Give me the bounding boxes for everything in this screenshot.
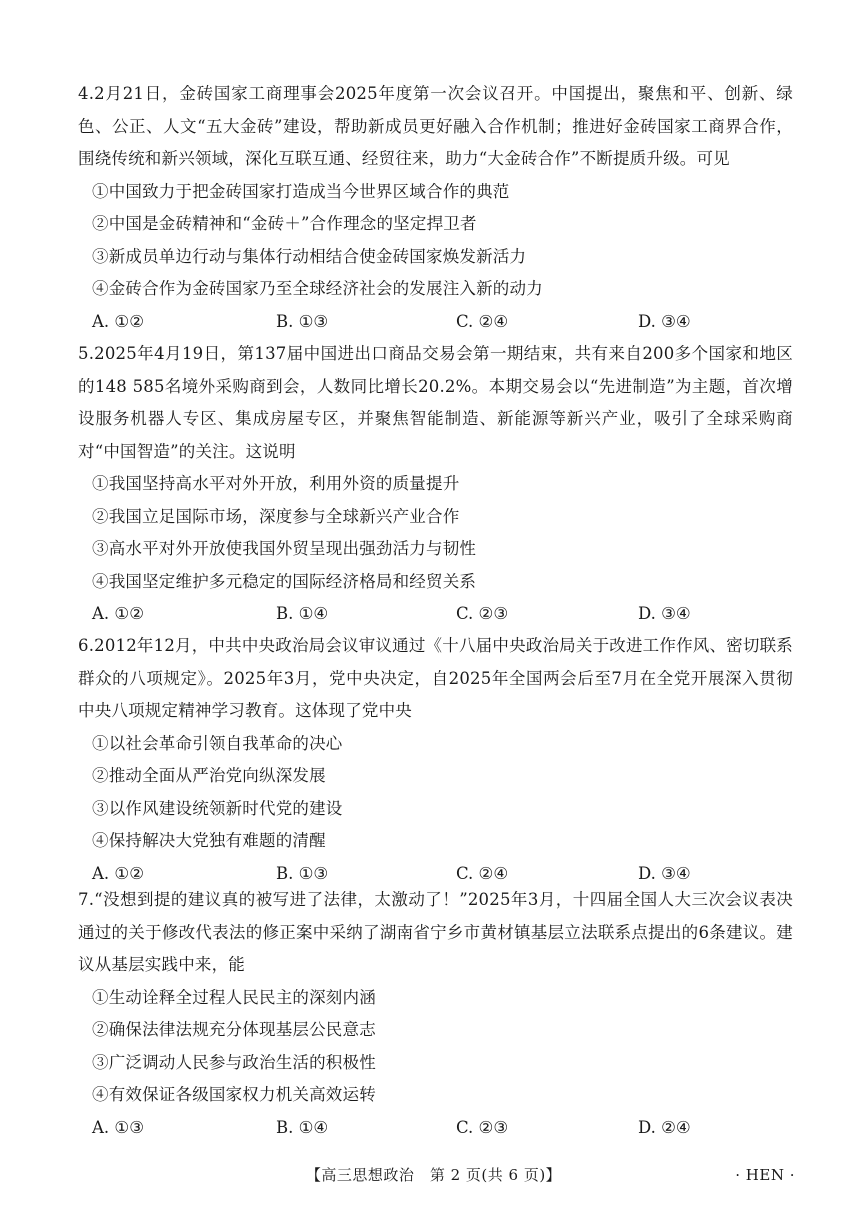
choice-c: C. ②③ (456, 604, 509, 623)
statement-2: ②中国是金砖精神和“金砖＋”合作理念的坚定捍卫者 (92, 214, 477, 233)
statement-4: ④有效保证各级国家权力机关高效运转 (92, 1085, 376, 1104)
choice-d: D. ③④ (638, 311, 691, 331)
exam-code: · HEN · (735, 1166, 795, 1184)
question-stem: 5.2025年4月19日，第137届中国进出口商品交易会第一期结束，共有来自200多个国家和地区的148 585名境外采购商到会，人数同比增长20.2%。本期交易会以“先进制造”为主题，首次增设服务机器人专区、集成房屋专区，并聚焦智能制造、新能源等新兴产业，吸引了全球采购商对“中国智造”的关注。这说明 (78, 344, 793, 461)
page-footer (0, 1160, 867, 1190)
question-7 (78, 884, 793, 1144)
statement-3: ③新成员单边行动与集体行动相结合使金砖国家焕发新活力 (92, 246, 527, 266)
statement-4: ④我国坚定维护多元稳定的国际经济格局和经贸关系 (92, 571, 477, 591)
statement-1: ①中国致力于把金砖国家打造成当今世界区域合作的典范 (92, 181, 510, 201)
choice-c: C. ②④ (456, 311, 509, 331)
choice-c: C. ②④ (456, 863, 509, 883)
choice-d: D. ③④ (638, 863, 691, 883)
question-stem: 4.2月21日，金砖国家工商理事会2025年度第一次会议召开。中国提出，聚焦和平、创新、绿色、公正、人文“五大金砖”建设，帮助新成员更好融入合作机制；推进好金砖国家工商界合作，围绕传统和新兴领域，深化互联互通、经贸往来，助力“大金砖合作”不断提质升级。可见 (78, 84, 793, 168)
choice-d: D. ②④ (638, 1117, 691, 1137)
choice-b: B. ①③ (276, 311, 329, 331)
statement-1: ①以社会革命引领自我革命的决心 (92, 733, 343, 753)
page-number-label: 【高三思想政治 第 2 页(共 6 页)】 (305, 1166, 562, 1184)
answer-choices (78, 306, 793, 339)
statement-2: ②确保法律法规充分体现基层公民意志 (92, 1020, 376, 1039)
choice-a: A. ①③ (92, 1117, 144, 1137)
statement-4: ④保持解决大党独有难题的清醒 (92, 831, 326, 850)
statement-2: ②我国立足国际市场，深度参与全球新兴产业合作 (92, 506, 460, 526)
statement-2: ②推动全面从严治党向纵深发展 (92, 766, 326, 785)
choice-b: B. ①④ (276, 1117, 329, 1137)
answer-choices (78, 1112, 793, 1145)
choice-a: A. ①② (92, 311, 144, 331)
statement-1: ①生动诠释全过程人民民主的深刻内涵 (92, 987, 376, 1007)
question-6 (78, 630, 793, 890)
choice-b: B. ①③ (276, 863, 329, 883)
question-stem: 6.2012年12月，中共中央政治局会议审议通过《十八届中央政治局关于改进工作作风、密切联系群众的八项规定》。2025年3月，党中央决定，自2025年全国两会后至7月在全党开展深入贯彻中央八项规定精神学习教育。这体现了党中央 (78, 636, 793, 720)
choice-a: A. ①② (92, 604, 144, 623)
question-5 (78, 338, 793, 631)
choice-c: C. ②③ (456, 1117, 509, 1137)
statement-3: ③广泛调动人民参与政治生活的积极性 (92, 1052, 376, 1072)
statement-3: ③高水平对外开放使我国外贸呈现出强劲活力与韧性 (92, 539, 477, 558)
question-stem: 7.“没想到提的建议真的被写进了法律，太激动了！”2025年3月，十四届全国人大三次会议表决通过的关于修改代表法的修正案中采纳了湖南省宁乡市黄材镇基层立法联系点提出的6条建议。建议从基层实践中来，能 (78, 890, 793, 974)
answer-choices (78, 598, 793, 631)
choice-a: A. ①② (92, 863, 144, 883)
statement-4: ④金砖合作为金砖国家乃至全球经济社会的发展注入新的动力 (92, 279, 543, 298)
choice-b: B. ①④ (276, 604, 329, 623)
question-4 (78, 78, 793, 338)
statement-3: ③以作风建设统领新时代党的建设 (92, 798, 343, 818)
statement-1: ①我国坚持高水平对外开放，利用外资的质量提升 (92, 474, 460, 493)
choice-d: D. ③④ (638, 604, 691, 623)
